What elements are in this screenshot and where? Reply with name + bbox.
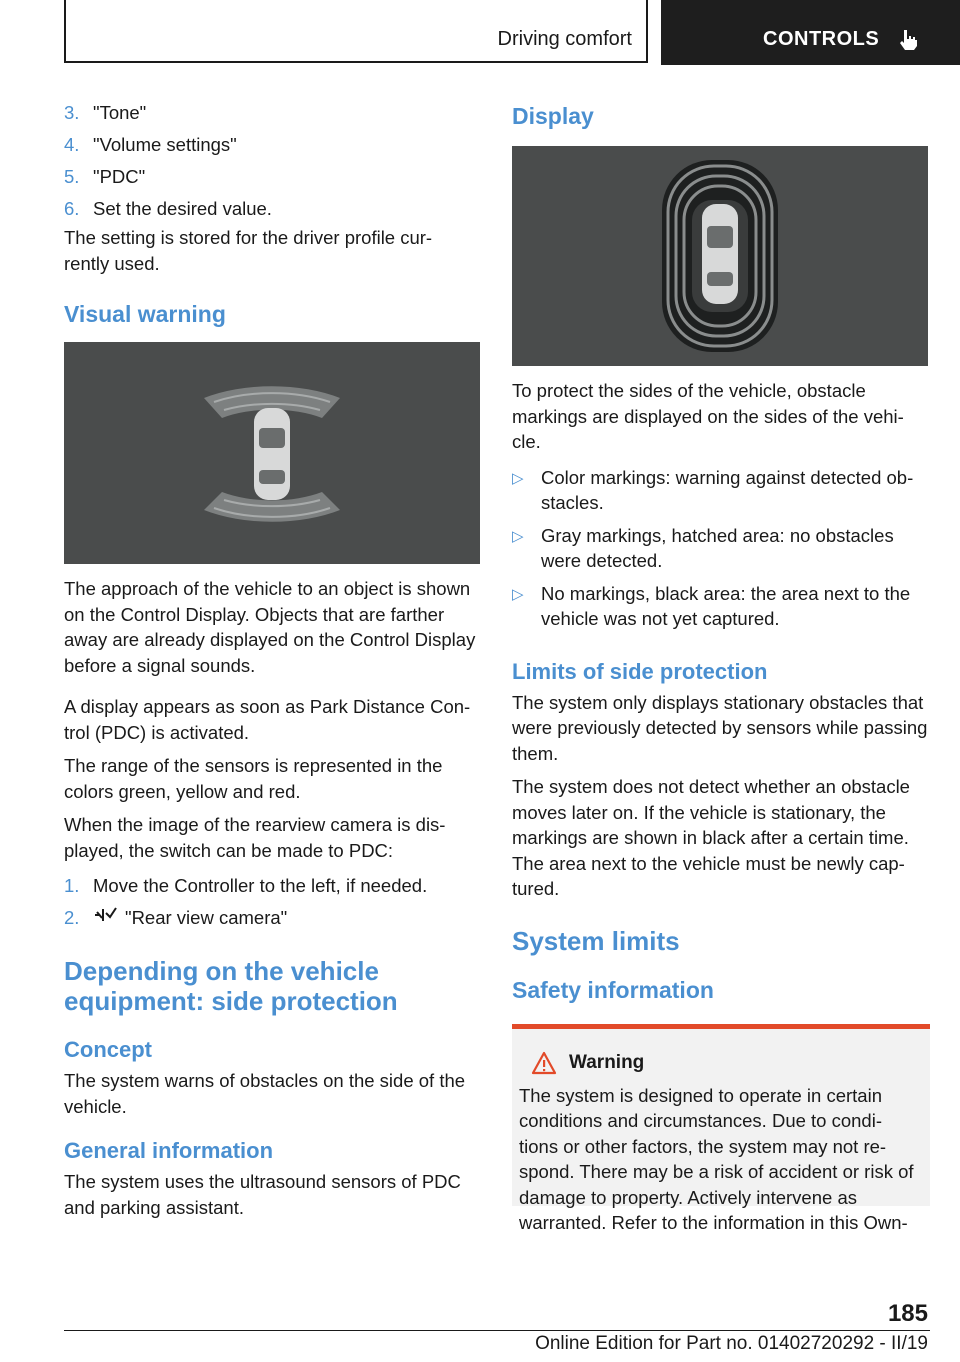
list-item: 1. Move the Controller to the left, if needed. xyxy=(64,875,428,896)
footer-edition: Online Edition for Part no. 01402720292 - II/19 xyxy=(535,1333,928,1354)
visual-warning-heading: Visual warning xyxy=(64,301,226,327)
side-protection-heading: Depending on the vehicle equipment: side protection xyxy=(64,956,398,1016)
limits-text-1: The system only displays stationary obstacles that were previously detected by sensors while passing them. xyxy=(512,691,928,764)
limits-text-2: The system does not detect whether an obstacle moves later on. If the vehicle is stationary, the markings are shown in black after a certain time. The area next to the vehicle must be newly cap‐ tured. xyxy=(512,776,910,899)
general-information-text: The system uses the ultrasound sensors of PDC and parking assistant. xyxy=(64,1171,461,1218)
approach-text: The approach of the vehicle to an object is shown on the Control Display. Objects that are farther away are already displayed on the Control Display before a signal sounds. xyxy=(64,578,476,676)
warning-title: Warning xyxy=(569,1051,645,1073)
side-protection-illustration xyxy=(512,146,928,366)
rearview-text: When the image of the rearview camera is dis‐ played, the switch can be made to PDC: xyxy=(64,814,446,861)
warning-box xyxy=(512,1024,930,1233)
steps-list-top xyxy=(64,100,482,221)
concept-heading: Concept xyxy=(64,1037,152,1062)
concept-text: The system warns of obstacles on the side of the vehicle. xyxy=(64,1070,466,1117)
limits-heading: Limits of side protection xyxy=(512,658,768,684)
protect-sides-text: To protect the sides of the vehicle, obstacle markings are displayed on the sides of the vehi‐ cle. xyxy=(512,380,904,452)
sensor-range-text: The range of the sensors is represented in the colors green, yellow and red. xyxy=(64,755,443,802)
visual-warning-image xyxy=(64,342,480,564)
header-chapter-tab xyxy=(661,0,960,65)
left-column xyxy=(64,100,482,1228)
list-item: 3. "Tone" xyxy=(64,102,147,123)
hand-pointer-icon xyxy=(896,26,922,52)
warning-header xyxy=(519,1051,922,1075)
display-appears-text: A display appears as soon as Park Distance Con‐ trol (PDC) is activated. xyxy=(64,696,471,743)
page-header xyxy=(0,0,960,66)
safety-information-heading: Safety information xyxy=(512,976,714,1003)
header-chapter-title: CONTROLS xyxy=(763,28,880,50)
steps-list-bottom xyxy=(64,873,482,930)
header-section-title: Driving comfort xyxy=(497,28,632,50)
page-number: 185 xyxy=(887,1300,928,1327)
list-item: ▷ Color markings: warning against detected ob‐ stacles. xyxy=(512,466,914,513)
display-heading: Display xyxy=(512,103,594,129)
markings-list xyxy=(512,465,930,632)
list-item: 6. Set the desired value. xyxy=(64,198,272,219)
list-item: 4. "Volume settings" xyxy=(64,134,237,155)
general-information-heading: General information xyxy=(64,1138,274,1163)
list-item: 5. "PDC" xyxy=(64,166,146,187)
rear-camera-icon xyxy=(93,905,117,925)
system-limits-heading: System limits xyxy=(512,925,680,956)
header-section-box xyxy=(64,0,648,63)
pdc-display-illustration xyxy=(64,342,480,564)
right-column xyxy=(512,100,930,1233)
stored-setting-text: The setting is stored for the driver profile cur‐ rently used. xyxy=(64,227,433,274)
list-item: 2. "Rear view camera" xyxy=(64,907,288,928)
side-protection-image xyxy=(512,146,928,366)
warning-triangle-icon xyxy=(531,1051,557,1075)
list-item: ▷ No markings, black area: the area next to the vehicle was not yet captured. xyxy=(512,582,911,629)
warning-text: The system is designed to operate in certain conditions and circumstances. Due to condi‐ tions or other factors, the system may not re‐ spond. There may be a risk of accident or risk of damage to property. Actively intervene as warranted. Refer to the information in this Own‐ xyxy=(519,1084,914,1233)
list-item: ▷ Gray markings, hatched area: no obstacles were detected. xyxy=(512,524,894,571)
footer-divider xyxy=(64,1330,930,1331)
